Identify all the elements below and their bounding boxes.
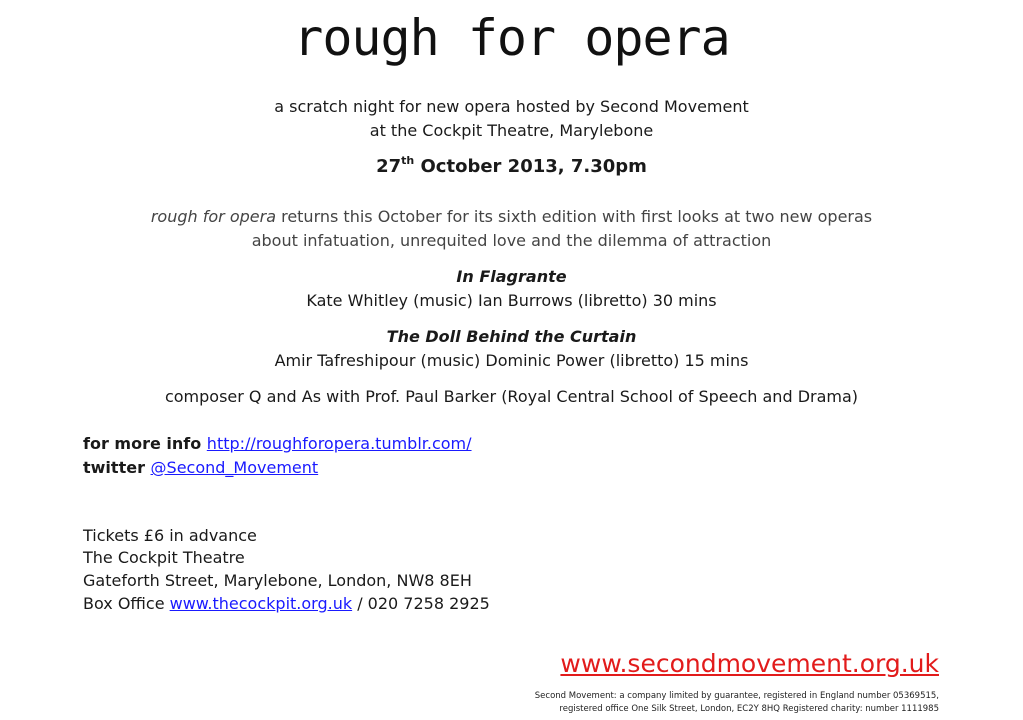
work-1-title: In Flagrante xyxy=(456,267,567,286)
intro-italic-lead: rough for opera xyxy=(150,207,276,226)
subtitle-line-2: at the Cockpit Theatre, Marylebone xyxy=(369,121,654,140)
subtitle-line-1: a scratch night for new opera hosted by Second Movement xyxy=(274,97,749,116)
footer-line-2: registered office One Silk Street, London, EC2Y 8HQ Registered charity: number 1111985 xyxy=(559,704,939,714)
box-office-link[interactable]: www.thecockpit.org.uk xyxy=(169,594,353,613)
info-link[interactable]: http://roughforopera.tumblr.com/ xyxy=(206,434,472,453)
footer xyxy=(535,690,939,716)
tickets-address: Gateforth Street, Marylebone, London, NW8 8EH xyxy=(83,571,472,590)
twitter-label: twitter xyxy=(83,458,151,477)
date-rest: October 2013, 7.30pm xyxy=(420,156,647,177)
box-office-phone: / 020 7258 2925 xyxy=(352,594,490,613)
more-info-label: for more info xyxy=(83,434,207,453)
work-1-credits: Kate Whitley (music) Ian Burrows (libretto) 30 mins xyxy=(306,291,717,310)
work-2-credits: Amir Tafreshipour (music) Dominic Power (libretto) 15 mins xyxy=(274,351,749,370)
event-date xyxy=(0,154,1023,180)
intro-line-1-rest: returns this October for its sixth edition with first looks at two new operas xyxy=(276,207,873,226)
intro-line-2: about infatuation, unrequited love and the dilemma of attraction xyxy=(251,231,772,250)
qa-line: composer Q and As with Prof. Paul Barker (Royal Central School of Speech and Drama) xyxy=(164,387,859,406)
page-title: rough for opera xyxy=(293,9,730,67)
more-info-line xyxy=(83,433,472,455)
date-suffix: th xyxy=(401,154,415,167)
intro-line-1 xyxy=(0,206,1023,228)
website-link[interactable]: www.secondmovement.org.uk xyxy=(560,649,939,678)
twitter-link[interactable]: @Second_Movement xyxy=(150,458,319,477)
tickets-price: Tickets £6 in advance xyxy=(83,526,257,545)
box-office-line xyxy=(83,593,490,615)
tickets-venue: The Cockpit Theatre xyxy=(83,548,245,567)
box-office-label: Box Office xyxy=(83,594,170,613)
date-day: 27 xyxy=(376,156,402,177)
work-2-title: The Doll Behind the Curtain xyxy=(386,327,637,346)
twitter-line xyxy=(83,457,318,479)
footer-line-1: Second Movement: a company limited by guarantee, registered in England number 05369515, xyxy=(534,691,939,701)
